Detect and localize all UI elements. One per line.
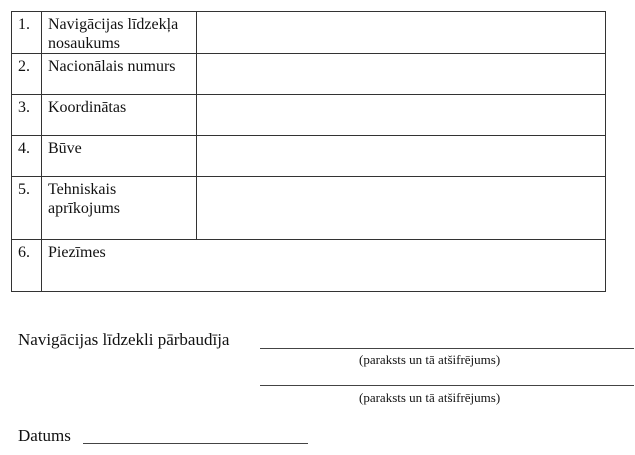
name-value-cell[interactable] xyxy=(197,12,606,54)
signature-caption-2: (paraksts un tā atšifrējums) xyxy=(359,390,501,405)
row-number: 5. xyxy=(12,177,42,240)
table-row-national-number xyxy=(12,54,606,95)
inspected-by-label: Navigācijas līdzekli pārbaudīja xyxy=(18,330,230,349)
row-label-line: aprīkojums xyxy=(48,200,120,217)
row-label-line: Koordinātas xyxy=(48,99,127,116)
row-label-line: Nacionālais numurs xyxy=(48,58,176,75)
date-label: Datums xyxy=(18,426,71,445)
notes-cell[interactable] xyxy=(42,240,606,292)
row-label-line: Navigācijas līdzekļa xyxy=(48,16,179,33)
row-label xyxy=(42,12,197,54)
row-label xyxy=(42,177,197,240)
table-row-notes xyxy=(12,240,606,292)
structure-value-cell[interactable] xyxy=(197,136,606,177)
row-label-line: Būve xyxy=(48,140,82,157)
row-label xyxy=(42,95,197,136)
row-label-line: Piezīmes xyxy=(48,244,106,261)
signature-caption-1: (paraksts un tā atšifrējums) xyxy=(359,352,501,367)
row-label-line: Tehniskais xyxy=(48,181,117,198)
technical-equipment-value-cell[interactable] xyxy=(197,177,606,240)
signature-line-1[interactable] xyxy=(260,348,634,349)
row-number: 1. xyxy=(12,12,42,54)
row-number: 2. xyxy=(12,54,42,95)
table-row-technical-equipment xyxy=(12,177,606,240)
row-number: 4. xyxy=(12,136,42,177)
table-row-structure xyxy=(12,136,606,177)
signature-line-2[interactable] xyxy=(260,385,634,386)
row-label xyxy=(42,54,197,95)
row-number: 3. xyxy=(12,95,42,136)
date-line[interactable] xyxy=(83,443,308,444)
coordinates-value-cell[interactable] xyxy=(197,95,606,136)
table-row-name xyxy=(12,12,606,54)
row-label-line: nosaukums xyxy=(48,35,120,52)
row-label xyxy=(42,136,197,177)
row-number: 6. xyxy=(12,240,42,292)
inspection-form-table xyxy=(11,11,606,292)
table-row-coordinates xyxy=(12,95,606,136)
national-number-value-cell[interactable] xyxy=(197,54,606,95)
